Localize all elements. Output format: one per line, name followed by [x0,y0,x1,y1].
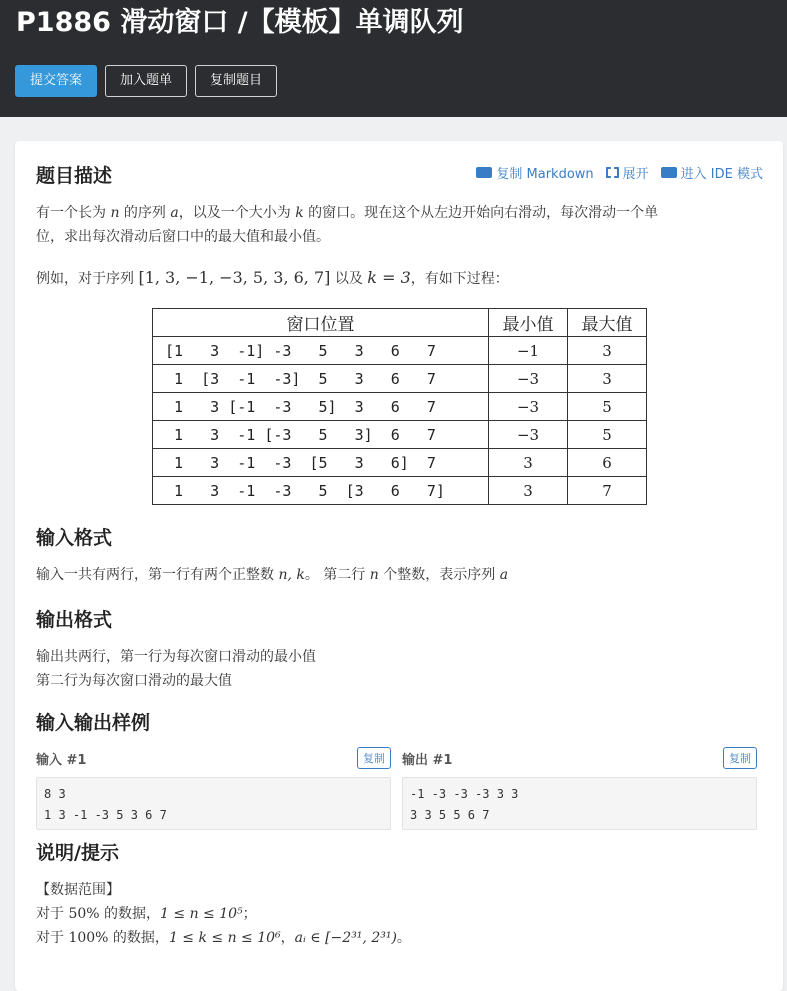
min-cell: −1 [489,337,568,365]
expand-icon [606,167,619,178]
copy-markdown-action[interactable]: 复制 Markdown [476,163,593,182]
header-button-group [15,65,277,97]
hint-text: 【数据范围】 对于 50% 的数据，1 ≤ n ≤ 10⁵； 对于 100% 的数据，1 ≤ k ≤ n ≤ 10⁶，aᵢ ∈ [−2³¹, 2³¹)。 [36,882,411,946]
column-max: 最大值 [568,309,647,337]
column-window-position: 窗口位置 [153,309,489,337]
window-position-cell: [1 3 -1] -3 5 3 6 7 [153,337,489,365]
table-row [153,393,647,421]
description-actions [476,163,763,182]
hint-heading: 说明/提示 [36,842,119,864]
max-cell: 7 [568,477,647,505]
problem-header [0,0,787,117]
max-cell: 5 [568,393,647,421]
terminal-icon [661,167,677,178]
table-row [153,477,647,505]
table-row [153,365,647,393]
copy-problem-button[interactable]: 复制题目 [195,65,277,97]
description-paragraph-1: 有一个长为 n 的序列 a，以及一个大小为 k 的窗口。现在这个从左边开始向右滑动，每次滑动一个单 位，求出每次滑动后窗口中的最大值和最小值。 [36,205,659,245]
output-format-text: 输出共两行，第一行为每次窗口滑动的最小值 第二行为每次窗口滑动的最大值 [36,649,316,689]
problem-title: P1886 滑动窗口 /【模板】单调队列 [16,7,464,38]
min-cell: 3 [489,477,568,505]
problem-card [15,141,783,991]
table-row [153,337,647,365]
window-position-cell: 1 3 -1 -3 5 [3 6 7] [153,477,489,505]
output-format-heading: 输出格式 [36,609,113,631]
input-format-heading: 输入格式 [36,527,113,549]
markdown-icon [476,167,492,178]
submit-answer-button[interactable]: 提交答案 [15,65,97,97]
expand-action[interactable]: 展开 [606,163,649,182]
window-position-cell: 1 [3 -1 -3] 5 3 6 7 [153,365,489,393]
input-format-text: 输入一共有两行，第一行有两个正整数 n, k。 第二行 n 个整数，表示序列 a [36,567,509,583]
column-min: 最小值 [489,309,568,337]
description-paragraph-2: 例如，对于序列 [1, 3, −1, −3, 5, 3, 6, 7] 以及 k = 3，有如下过程： [36,268,509,287]
window-position-cell: 1 3 -1 -3 [5 3 6] 7 [153,449,489,477]
max-cell: 6 [568,449,647,477]
max-cell: 3 [568,337,647,365]
copy-input-button[interactable]: 复制 [357,747,391,769]
sample-input-label: 输入 #1 [36,752,87,768]
window-position-cell: 1 3 [-1 -3 5] 3 6 7 [153,393,489,421]
table-header-row [153,309,647,337]
max-cell: 3 [568,365,647,393]
window-position-cell: 1 3 -1 [-3 5 3] 6 7 [153,421,489,449]
sample-output-content: -1 -3 -3 -3 3 3 3 3 5 5 6 7 [402,777,757,830]
min-cell: −3 [489,421,568,449]
add-to-list-button[interactable]: 加入题单 [105,65,187,97]
table-row [153,449,647,477]
table-row [153,421,647,449]
ide-mode-action[interactable]: 进入 IDE 模式 [661,163,763,182]
sample-output-label: 输出 #1 [402,752,453,768]
sample-output-box [402,746,757,830]
min-cell: −3 [489,365,568,393]
description-heading: 题目描述 [36,165,113,187]
sliding-window-table [152,308,647,505]
sample-input-content: 8 3 1 3 -1 -3 5 3 6 7 [36,777,391,830]
min-cell: −3 [489,393,568,421]
copy-output-button[interactable]: 复制 [723,747,757,769]
samples-heading: 输入输出样例 [36,712,151,734]
max-cell: 5 [568,421,647,449]
sample-input-box [36,746,391,830]
min-cell: 3 [489,449,568,477]
